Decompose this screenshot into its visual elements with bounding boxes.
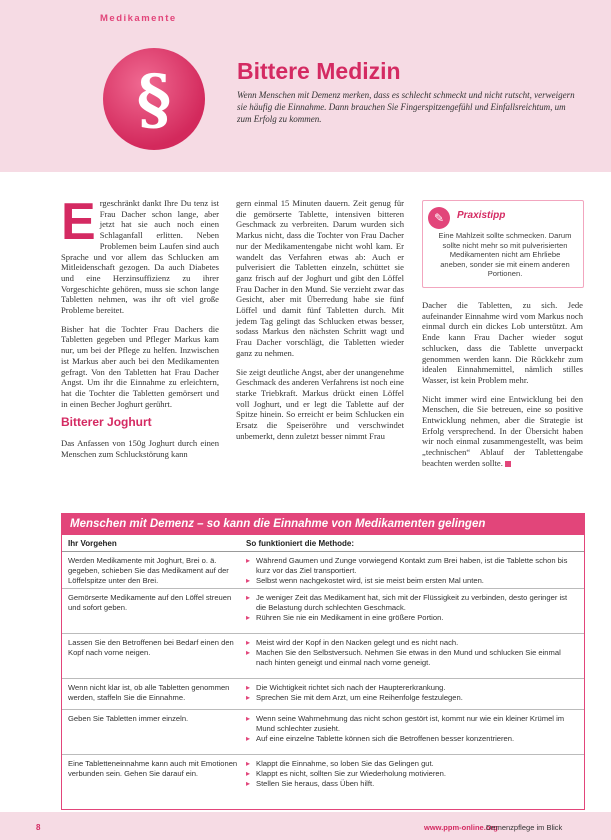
col-head-method: So funktioniert die Methode: [246, 539, 354, 548]
row-point: ▸ Wenn seine Wahrnehmung das nicht schon gestört ist, kommt nur wie ein kleiner Krümel im Mund schlechter zusieht. [246, 714, 576, 734]
row-point: ▸ Meist wird der Kopf in den Nacken gelegt und es nicht nach. [246, 638, 576, 648]
col2-paragraph-2: Sie zeigt deutliche Angst, aber der unangenehme Geschmack des anderen Verfahrens ist noch eine starke Triebkraft. Markus drückt einen Löffel voll Joghurt, und er legt die Tablette auf der Spitze hinein. So erreicht er beim Schlucken ein Ersatz die Speiseröhre und verschwindet unbemerkt, denn zuletzt besser nimmt Frau [236, 366, 404, 441]
table-row [62, 679, 584, 710]
table-row [62, 755, 584, 797]
col1-paragraph-2: Bisher hat die Tochter Frau Dachers die Tabletten gegeben und Pfleger Markus kam nur, um bei der Pflege zu helfen. Inzwischen ist Markus aber auch bei den Medikamenten gefragt. Von den Tabletten hat Frau Dacher Angst. Um ihr die Einnahme zu erleichtern, hat die Tochter die Tabletten gemörsert und in einen Becher Joghurt gerührt. [61, 323, 219, 409]
paragraph-symbol-icon: § [136, 60, 172, 138]
column-2 [236, 198, 404, 449]
row-point: ▸ Klappt die Einnahme, so loben Sie das Gelingen gut. [246, 759, 576, 769]
table-row [62, 710, 584, 755]
table-row [62, 634, 584, 679]
row-point: ▸ Je weniger Zeit das Medikament hat, sich mit der Flüssigkeit zu verbinden, desto geringer ist die Belastung durch schlechten Geschmack. [246, 593, 576, 613]
row-approach: Gemörserte Medikamente auf den Löffel streuen und sofort geben. [68, 593, 232, 612]
section-label: Medikamente [100, 13, 177, 24]
row-point: ▸ Stellen Sie heraus, dass Üben hilft. [246, 779, 576, 789]
paragraph-logo [103, 48, 205, 150]
column-1 [61, 193, 219, 467]
subheading: Bitterer Joghurt [61, 415, 152, 430]
table-row [62, 552, 584, 589]
col3-paragraph-2: Nicht immer wird eine Entwicklung bei den Menschen, die Sie betreuen, eine so positive Entwicklung nehmen, aber die Strategie ist Erfolg versprechend. In der Übersicht haben wir noch einmal zusammengestellt, was beim „technischen“ Ablauf der Tablettengabe beachten werden sollte. [422, 393, 583, 468]
tip-text: Eine Mahlzeit sollte schmecken. Darum sollte nicht mehr so mit pulverisierten Medikamenten nicht am Ehrliebe aneben, sonder sie mit einem anderen Portionen. [438, 231, 572, 278]
row-approach: Eine Tabletteneinnahme kann auch mit Emotionen verbunden sein. Gehen Sie darauf ein. [68, 759, 238, 778]
tip-title: Praxistipp [457, 210, 506, 221]
col1-paragraph-1: rgeschränkt dankt Ihre Du tenz ist Frau Dacher schon lange, aber jetzt hat sie auch noch einen Schlaganfall erlitten. Neben Problemen beim Laufen sind auch Sprache und vor allem das Schlucken am Mitleidenschaft gezogen. Da auch Diabetes und eine Herzinsuffizienz zu ihrer Vorgeschichte gehören, muss sie schon lange Tabletten nehmen, was ihr oft viel große Probleme bereitet. [61, 198, 219, 316]
table-column-headers [62, 535, 584, 552]
col2-paragraph-1: gern einmal 15 Minuten dauern. Zeit genug für die gemörserte Tablette, intensiven bitteren Geschmack zu verbreiten. Darum wurden sich Markus nicht, dass die Tochter von Frau Dacher nur der Medikamentengabe nicht wohl kam. Er wandelt das Verfahren etwas ab: Auch er pulverisiert die Tabletten einzeln, schüttet sie ganz frisch auf der Joghurt und gibt den Löffel Frau Dacher in den Mund. Sie verzieht zwar das Gesicht, aber mit Überredung habe sie fünf Löffel und damit fünf Tabletten durch. Mit jedem Tag gelingt das Schlucken etwas besser, sodass Markus den nächsten Schritt wagt und Frau Dacher vorschlägt, die Tabletten wieder ganz zu nehmen. [236, 198, 404, 358]
table-title: Menschen mit Demenz – so kann die Einnahme von Medikamenten gelingen [62, 514, 584, 535]
row-approach: Geben Sie Tabletten immer einzeln. [68, 714, 189, 723]
row-point: ▸ Die Wichtigkeit richtet sich nach der Hauptererkrankung. [246, 683, 576, 693]
practice-tip-box [422, 200, 584, 288]
col1-paragraph-3: Das Anfassen von 150g Joghurt durch einen Menschen zum Schluckstörung kann [61, 438, 219, 459]
pencil-icon: ✎ [428, 207, 450, 229]
footer-url: www.ppm-online.org [424, 823, 498, 832]
end-mark-icon [505, 461, 511, 467]
row-approach: Wenn nicht klar ist, ob alle Tabletten genommen werden, staffeln Sie die Einnahme. [68, 683, 230, 702]
row-point: ▸ Rühren Sie nie ein Medikament in eine größere Portion. [246, 613, 576, 623]
article-headline: Bittere Medizin [237, 58, 401, 84]
row-point: ▸ Während Gaumen und Zunge vorwiegend Kontakt zum Brei haben, ist die Tablette schon bis kurz vor das Ziel transportiert. [246, 556, 576, 576]
footer-magazine: Demenzpflege im Blick [486, 823, 563, 832]
row-point: ▸ Selbst wenn nachgekostet wird, ist sie meist beim ersten Mal unten. [246, 576, 576, 586]
page-number: 8 [36, 823, 41, 832]
header-band [0, 0, 611, 172]
dropcap: E [61, 193, 96, 251]
row-approach: Werden Medikamente mit Joghurt, Brei o. ä. gegeben, schieben Sie das Medikament auf der Löffelspitze unter den Brei. [68, 556, 229, 585]
method-table [61, 513, 585, 810]
row-point: ▸ Sprechen Sie mit dem Arzt, um eine Reihenfolge festzulegen. [246, 693, 576, 703]
col3-paragraph-1: Dacher die Tabletten, zu sich. Jede aufeinander Einnahme wird vom Markus noch einmal durch ein dickes Lob unterstützt. Am Ende kann Frau Dacher wieder sogut schlucken, dass die Tablette unverpackt genommen werden kann. Die Rückkehr zum idealen Einnahmemittel, nämlich stilles Wasser, ist kein Problem mehr. [422, 300, 583, 385]
table-row [62, 589, 584, 634]
row-point: ▸ Klappt es nicht, sollten Sie zur Wiederholung motivieren. [246, 769, 576, 779]
row-point: ▸ Auf eine einzelne Tablette können sich die Betroffenen besser konzentrieren. [246, 734, 576, 744]
row-point: ▸ Machen Sie den Selbstversuch. Nehmen Sie etwas in den Mund und schlucken Sie einmal nach hinten geneigt und einmal nach vorne geneigt. [246, 648, 576, 668]
col-head-approach: Ihr Vorgehen [68, 539, 117, 548]
column-3 [422, 300, 583, 477]
article-lead: Wenn Menschen mit Demenz merken, dass es schlecht schmeckt und nicht rutscht, verweigern sie häufig die Einnahme. Dann brauchen Sie Fingerspitzengefühl und Einfallsreichtum, um zum Erfolg zu kommen. [237, 90, 575, 124]
row-approach: Lassen Sie den Betroffenen bei Bedarf einen den Kopf nach vorne neigen. [68, 638, 234, 657]
